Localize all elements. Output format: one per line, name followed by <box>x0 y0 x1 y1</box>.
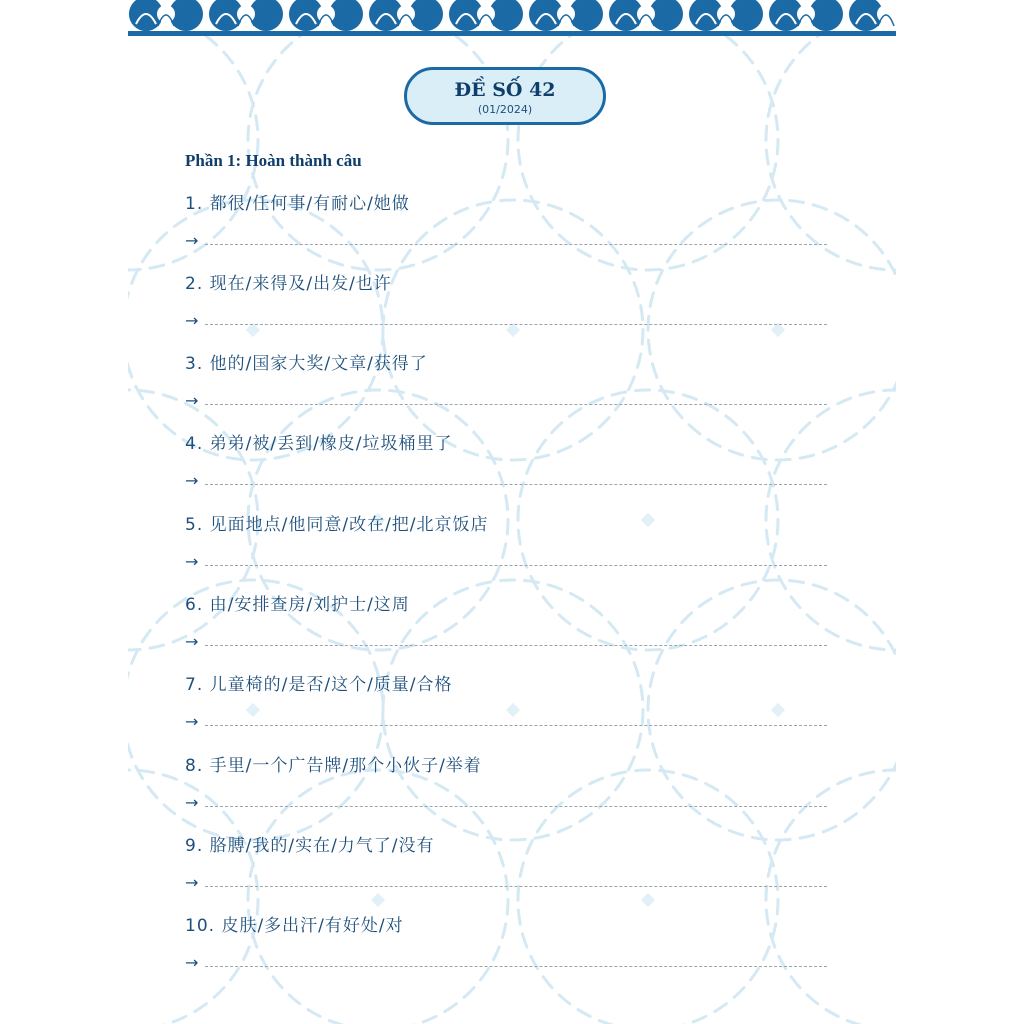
arrow-icon: → <box>185 873 199 892</box>
dashed-line <box>205 886 827 887</box>
dashed-line <box>205 484 827 485</box>
answer-line-6[interactable] <box>185 634 827 654</box>
arrow-icon: → <box>185 231 199 250</box>
section-title: Phần 1: Hoàn thành câu <box>185 151 362 170</box>
worksheet-page <box>128 0 896 1024</box>
arrow-icon: → <box>185 953 199 972</box>
question-7: 7. 儿童椅的/是否/这个/质量/合格 <box>185 675 453 695</box>
answer-line-10[interactable] <box>185 955 827 975</box>
question-5: 5. 见面地点/他同意/改在/把/北京饭店 <box>185 515 489 535</box>
question-3: 3. 他的/国家大奖/文章/获得了 <box>185 354 428 374</box>
answer-line-1[interactable] <box>185 233 827 253</box>
arrow-icon: → <box>185 391 199 410</box>
question-4: 4. 弟弟/被/丢到/橡皮/垃圾桶里了 <box>185 434 453 454</box>
arrow-icon: → <box>185 311 199 330</box>
question-6: 6. 由/安排查房/刘护士/这周 <box>185 595 410 615</box>
answer-line-8[interactable] <box>185 795 827 815</box>
dashed-line <box>205 324 827 325</box>
dashed-line <box>205 725 827 726</box>
decorative-tile-border <box>128 0 896 36</box>
dashed-line <box>205 404 827 405</box>
arrow-icon: → <box>185 793 199 812</box>
exam-title: ĐỀ SỐ 42 <box>454 79 556 101</box>
answer-line-9[interactable] <box>185 875 827 895</box>
dashed-line <box>205 966 827 967</box>
question-8: 8. 手里/一个广告牌/那个小伙子/举着 <box>185 756 482 776</box>
dashed-line <box>205 244 827 245</box>
arrow-icon: → <box>185 552 199 571</box>
answer-line-3[interactable] <box>185 393 827 413</box>
arrow-icon: → <box>185 632 199 651</box>
question-10: 10. 皮肤/多出汗/有好处/对 <box>185 916 404 936</box>
question-1: 1. 都很/任何事/有耐心/她做 <box>185 194 410 214</box>
question-9: 9. 胳膊/我的/实在/力气了/没有 <box>185 836 435 856</box>
dashed-line <box>205 645 827 646</box>
dashed-line <box>205 565 827 566</box>
dashed-line <box>205 806 827 807</box>
arrow-icon: → <box>185 712 199 731</box>
answer-line-2[interactable] <box>185 313 827 333</box>
exam-title-badge <box>404 67 606 125</box>
exam-date: (01/2024) <box>477 103 533 116</box>
answer-line-4[interactable] <box>185 473 827 493</box>
question-2: 2. 现在/来得及/出发/也许 <box>185 274 392 294</box>
answer-line-5[interactable] <box>185 554 827 574</box>
answer-line-7[interactable] <box>185 714 827 734</box>
arrow-icon: → <box>185 471 199 490</box>
